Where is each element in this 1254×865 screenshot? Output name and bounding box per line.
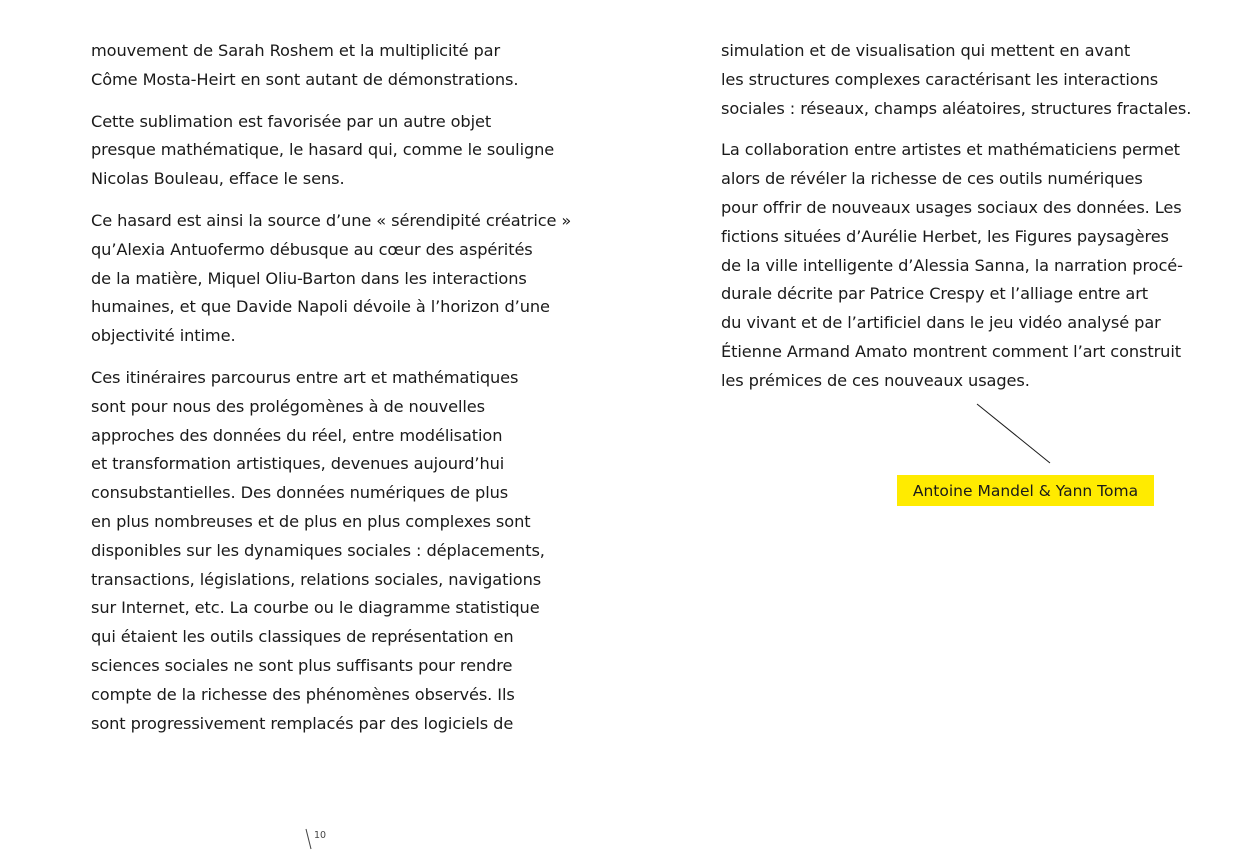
- text-line: sont pour nous des prolégomènes à de nouvelles: [91, 396, 485, 416]
- text-line: transactions, législations, relations sociales, navigations: [91, 569, 542, 589]
- text-line: disponibles sur les dynamiques sociales : déplacements,: [91, 540, 545, 560]
- text-line: consubstantielles. Des données numériques de plus: [91, 483, 509, 503]
- text-line: durale décrite par Patrice Crespy et l’alliage entre art: [721, 284, 1148, 304]
- text-line: Cette sublimation est favorisée par un autre objet: [91, 111, 492, 131]
- text-line: mouvement de Sarah Roshem et la multiplicité par: [91, 41, 501, 60]
- text-line: qui étaient les outils classiques de représentation en: [91, 627, 514, 647]
- text-line: sur Internet, etc. La courbe ou le diagramme statistique: [91, 598, 540, 618]
- text-line: du vivant et de l’artificiel dans le jeu vidéo analysé par: [721, 313, 1161, 333]
- author-names: Antoine Mandel & Yann Toma: [912, 481, 1139, 500]
- text-line: Ces itinéraires parcourus entre art et mathématiques: [91, 367, 519, 387]
- text-line: et transformation artistiques, devenues aujourd’hui: [91, 454, 505, 474]
- text-line: simulation et de visualisation qui mettent en avant: [721, 41, 1131, 60]
- text-line: approches des données du réel, entre modélisation: [91, 425, 503, 445]
- text-line: sont progressivement remplacés par des logiciels de: [91, 713, 514, 733]
- text-line: compte de la richesse des phénomènes observés. Ils: [91, 684, 515, 704]
- text-line: pour offrir de nouveaux usages sociaux des données. Les: [721, 197, 1182, 217]
- text-line: presque mathématique, le hasard qui, comme le souligne: [91, 140, 555, 160]
- page-number-text: 10: [314, 830, 327, 841]
- text-line: de la ville intelligente d’Alessia Sanna, la narration procé-: [721, 255, 1183, 275]
- text-line: sciences sociales ne sont plus suffisants pour rendre: [91, 655, 513, 675]
- text-line: Côme Mosta-Heirt en sont autant de démonstrations.: [91, 69, 519, 89]
- text-line: qu’Alexia Antuofermo débusque au cœur des aspérités: [91, 239, 533, 259]
- page-slash-mark: [304, 828, 314, 850]
- text-line: les structures complexes caractérisant les interactions: [721, 69, 1159, 89]
- text-line: sociales : réseaux, champs aléatoires, structures fractales.: [721, 98, 1192, 118]
- text-line: humaines, et que Davide Napoli dévoile à l’horizon d’une: [91, 297, 550, 317]
- text-line: La collaboration entre artistes et mathématiciens permet: [721, 140, 1180, 160]
- text-line: Nicolas Bouleau, efface le sens.: [91, 169, 345, 189]
- text-line: Étienne Armand Amato montrent comment l’art construit: [721, 341, 1181, 361]
- text-line: Ce hasard est ainsi la source d’une « sérendipité créatrice »: [91, 210, 572, 230]
- text-line: de la matière, Miquel Oliu-Barton dans les interactions: [91, 268, 527, 288]
- text-line: en plus nombreuses et de plus en plus complexes sont: [91, 511, 531, 531]
- text-line: fictions situées d’Aurélie Herbet, les Figures paysagères: [721, 226, 1169, 246]
- text-line: les prémices de ces nouveaux usages.: [721, 370, 1030, 390]
- text-line: objectivité intime.: [91, 326, 236, 346]
- text-line: alors de révéler la richesse de ces outils numériques: [721, 169, 1143, 189]
- author-signature: [897, 475, 1154, 506]
